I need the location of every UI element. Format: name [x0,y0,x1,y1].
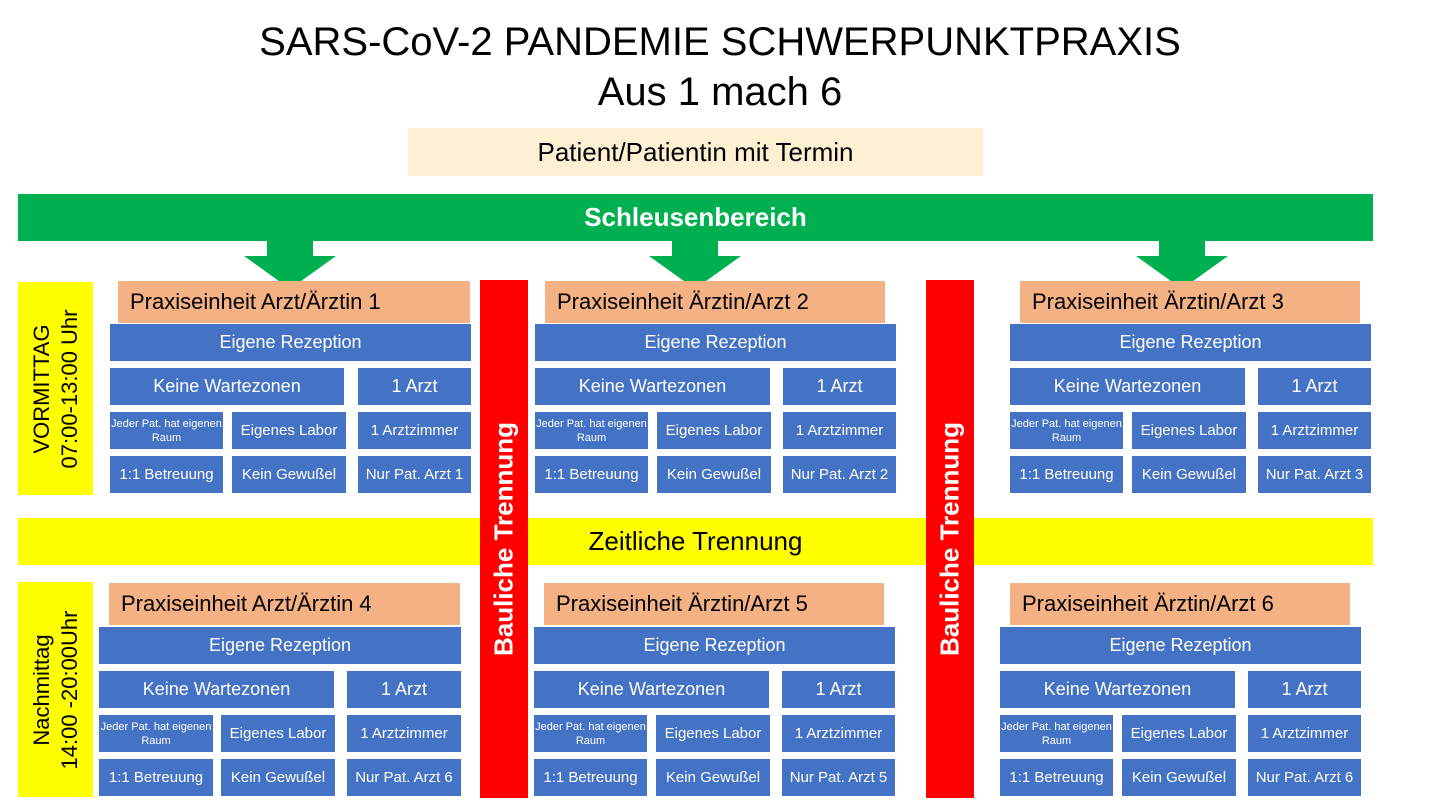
unit-5-wartezonen: Keine Wartezonen [533,670,770,709]
unit-6-labor: Eigenes Labor [1121,714,1237,753]
unit-2-title: Praxiseinheit Ärztin/Arzt 2 [545,281,885,323]
unit-1-nur-pat: Nur Pat. Arzt 1 [357,455,472,494]
unit-5-betreuung: 1:1 Betreuung [533,758,648,797]
unit-3-rezeption: Eigene Rezeption [1009,323,1372,362]
bauliche-trennung-label: Bauliche Trennung [488,421,519,657]
unit-2-nur-pat: Nur Pat. Arzt 2 [782,455,897,494]
unit-1-title: Praxiseinheit Arzt/Ärztin 1 [118,281,470,323]
unit-3-betreuung: 1:1 Betreuung [1009,455,1124,494]
unit-1-betreuung: 1:1 Betreuung [109,455,224,494]
unit-4-arzt: 1 Arzt [346,670,462,709]
unit-6-rezeption: Eigene Rezeption [999,626,1362,665]
unit-1-wartezonen: Keine Wartezonen [109,367,345,406]
unit-5-raum: Jeder Pat. hat eigenen Raum [533,714,648,753]
unit-6-gewusel: Kein Gewußel [1121,758,1237,797]
vormittag-line1: VORMITTAG [28,323,54,454]
zeitliche-trennung-bar: Zeitliche Trennung [18,518,1373,565]
nachmittag-label-box [18,582,93,797]
unit-3-title: Praxiseinheit Ärztin/Arzt 3 [1020,281,1360,323]
unit-1-raum: Jeder Pat. hat eigenen Raum [109,411,224,450]
unit-5-arzt: 1 Arzt [781,670,896,709]
unit-1-arzt: 1 Arzt [357,367,472,406]
unit-6-wartezonen: Keine Wartezonen [999,670,1236,709]
unit-3-nur-pat: Nur Pat. Arzt 3 [1257,455,1372,494]
unit-6-betreuung: 1:1 Betreuung [999,758,1114,797]
bauliche-trennung-wall-2 [926,280,974,798]
nachmittag-line2: 14:00 -20:00Uhr [56,610,82,769]
unit-5-rezeption: Eigene Rezeption [533,626,896,665]
unit-2-zimmer: 1 Arztzimmer [782,411,897,450]
unit-4-nur-pat: Nur Pat. Arzt 6 [346,758,462,797]
unit-3-gewusel: Kein Gewußel [1131,455,1247,494]
unit-1-gewusel: Kein Gewußel [231,455,347,494]
unit-5-gewusel: Kein Gewußel [655,758,771,797]
vormittag-label [28,309,84,468]
unit-3-wartezonen: Keine Wartezonen [1009,367,1246,406]
unit-2-rezeption: Eigene Rezeption [534,323,897,362]
unit-2-labor: Eigenes Labor [656,411,772,450]
unit-6-nur-pat: Nur Pat. Arzt 6 [1247,758,1362,797]
unit-2-wartezonen: Keine Wartezonen [534,367,771,406]
unit-1-zimmer: 1 Arztzimmer [357,411,472,450]
unit-2-raum: Jeder Pat. hat eigenen Raum [534,411,649,450]
unit-4-labor: Eigenes Labor [220,714,336,753]
unit-6-arzt: 1 Arzt [1247,670,1362,709]
unit-3-arzt: 1 Arzt [1257,367,1372,406]
unit-2-arzt: 1 Arzt [782,367,897,406]
unit-1-labor: Eigenes Labor [231,411,347,450]
unit-2-betreuung: 1:1 Betreuung [534,455,649,494]
bauliche-trennung-label: Bauliche Trennung [934,421,965,657]
unit-4-wartezonen: Keine Wartezonen [98,670,335,709]
unit-3-zimmer: 1 Arztzimmer [1257,411,1372,450]
vormittag-line2: 07:00-13:00 Uhr [56,309,82,468]
diagram-title-line2: Aus 1 mach 6 [597,70,843,114]
patient-box: Patient/Patientin mit Termin [408,128,983,176]
unit-4-raum: Jeder Pat. hat eigenen Raum [98,714,214,753]
unit-4-title: Praxiseinheit Arzt/Ärztin 4 [109,583,460,625]
unit-6-zimmer: 1 Arztzimmer [1247,714,1362,753]
unit-5-title: Praxiseinheit Ärztin/Arzt 5 [544,583,884,625]
unit-4-gewusel: Kein Gewußel [220,758,336,797]
unit-2-gewusel: Kein Gewußel [656,455,772,494]
unit-4-zimmer: 1 Arztzimmer [346,714,462,753]
diagram-title-line1: SARS-CoV-2 PANDEMIE SCHWERPUNKTPRAXIS [259,20,1181,64]
unit-6-title: Praxiseinheit Ärztin/Arzt 6 [1010,583,1350,625]
unit-3-labor: Eigenes Labor [1131,411,1247,450]
unit-3-raum: Jeder Pat. hat eigenen Raum [1009,411,1124,450]
unit-5-labor: Eigenes Labor [655,714,771,753]
schleusenbereich-bar: Schleusenbereich [18,194,1373,241]
unit-1-rezeption: Eigene Rezeption [109,323,472,362]
bauliche-trennung-wall-1 [480,280,528,798]
vormittag-label-box [18,282,93,495]
unit-5-zimmer: 1 Arztzimmer [781,714,896,753]
unit-4-rezeption: Eigene Rezeption [98,626,462,665]
unit-4-betreuung: 1:1 Betreuung [98,758,214,797]
nachmittag-label [28,610,84,769]
unit-5-nur-pat: Nur Pat. Arzt 5 [781,758,896,797]
nachmittag-line1: Nachmittag [28,633,54,746]
unit-6-raum: Jeder Pat. hat eigenen Raum [999,714,1114,753]
